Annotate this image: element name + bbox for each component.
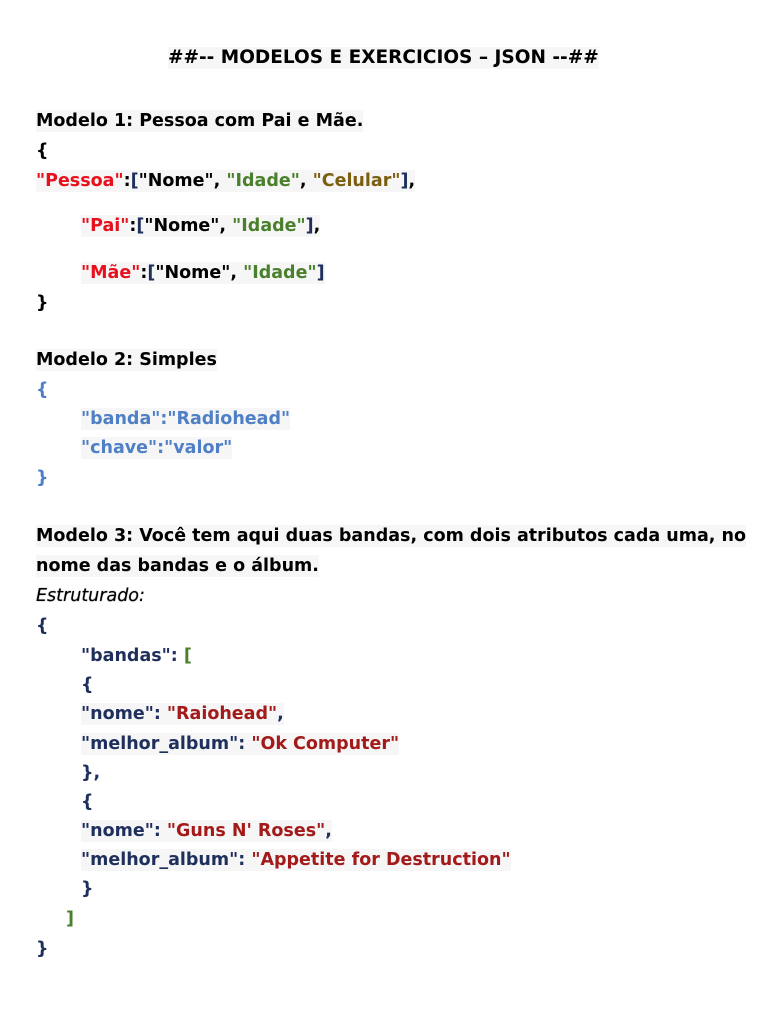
modelo3-heading-line2: nome das bandas e o álbum. bbox=[36, 556, 319, 576]
obj2-nome-comma: , bbox=[325, 821, 332, 841]
pai-value-idade: "Idade" bbox=[232, 216, 306, 236]
obj2-nome-key: "nome" bbox=[81, 821, 154, 841]
pessoa-comma: , bbox=[408, 171, 416, 191]
modelo3-close-brace: } bbox=[36, 939, 49, 959]
bandas-line bbox=[81, 645, 192, 667]
modelo3-open-brace: { bbox=[36, 616, 49, 636]
mae-lbracket: [ bbox=[147, 263, 156, 283]
pai-comma: , bbox=[313, 216, 321, 236]
modelo2-chave-line: "chave":"valor" bbox=[81, 438, 233, 458]
pessoa-sep2: , bbox=[299, 171, 313, 191]
obj1-nome-value: "Raiohead" bbox=[166, 704, 278, 724]
modelo1-mae-line bbox=[81, 262, 325, 284]
mae-value-nome: "Nome" bbox=[155, 263, 231, 283]
bandas-lbracket: [ bbox=[183, 646, 192, 666]
modelo1-open-brace: { bbox=[36, 141, 49, 161]
modelo1-close-brace: } bbox=[36, 293, 49, 313]
obj1-album-value: "Ok Computer" bbox=[251, 734, 400, 754]
obj2-album-colon: : bbox=[238, 850, 252, 870]
pai-lbracket: [ bbox=[136, 216, 145, 236]
obj1-nome-comma: , bbox=[277, 704, 284, 724]
obj1-album-key: "melhor_album" bbox=[81, 734, 239, 754]
obj1-album-colon: : bbox=[238, 734, 252, 754]
obj1-nome-colon: : bbox=[153, 704, 167, 724]
mae-value-idade: "Idade" bbox=[243, 263, 317, 283]
obj2-nome-line bbox=[81, 820, 332, 842]
mae-colon: : bbox=[140, 263, 148, 283]
pessoa-value-idade: "Idade" bbox=[226, 171, 300, 191]
modelo2-close-brace: } bbox=[36, 468, 49, 488]
page-title: ##-- MODELOS E EXERCICIOS – JSON --## bbox=[168, 47, 599, 68]
pai-key: "Pai" bbox=[81, 216, 130, 236]
obj1-nome-line bbox=[81, 703, 284, 725]
obj2-album-value: "Appetite for Destruction" bbox=[251, 850, 511, 870]
obj2-open-brace: { bbox=[81, 792, 94, 812]
pessoa-rbracket: ] bbox=[400, 171, 409, 191]
pessoa-sep1: , bbox=[213, 171, 227, 191]
modelo1-pessoa-line bbox=[36, 170, 415, 192]
modelo1-pai-line bbox=[81, 215, 320, 237]
obj1-nome-key: "nome" bbox=[81, 704, 154, 724]
modelo1-heading: Modelo 1: Pessoa com Pai e Mãe. bbox=[36, 111, 364, 131]
obj2-nome-value: "Guns N' Roses" bbox=[166, 821, 326, 841]
pai-rbracket: ] bbox=[305, 216, 314, 236]
modelo3-subtitle: Estruturado: bbox=[36, 586, 145, 606]
modelo2-heading: Modelo 2: Simples bbox=[36, 350, 217, 370]
mae-rbracket: ] bbox=[316, 263, 325, 283]
bandas-colon: : bbox=[170, 646, 184, 666]
pessoa-value-nome: "Nome" bbox=[138, 171, 214, 191]
obj1-close-brace: }, bbox=[81, 763, 101, 783]
pessoa-value-celular: "Celular" bbox=[312, 171, 401, 191]
mae-key: "Mãe" bbox=[81, 263, 141, 283]
obj1-album-line bbox=[81, 733, 399, 755]
pai-colon: : bbox=[129, 216, 137, 236]
pai-value-nome: "Nome" bbox=[144, 216, 220, 236]
obj2-album-line bbox=[81, 849, 511, 871]
bandas-key: "bandas" bbox=[81, 646, 171, 666]
obj2-close-brace: } bbox=[81, 879, 94, 899]
modelo2-open-brace: { bbox=[36, 380, 49, 400]
obj2-album-key: "melhor_album" bbox=[81, 850, 239, 870]
pessoa-colon: : bbox=[123, 171, 131, 191]
modelo2-banda-line: "banda":"Radiohead" bbox=[81, 409, 291, 429]
pai-sep1: , bbox=[219, 216, 233, 236]
pessoa-key: "Pessoa" bbox=[36, 171, 124, 191]
modelo3-heading-line1: Modelo 3: Você tem aqui duas bandas, com dois atributos cada uma, no bbox=[36, 526, 746, 546]
mae-sep1: , bbox=[230, 263, 244, 283]
pessoa-lbracket: [ bbox=[130, 171, 139, 191]
bandas-rbracket: ] bbox=[66, 909, 74, 929]
obj2-nome-colon: : bbox=[153, 821, 167, 841]
obj1-open-brace: { bbox=[81, 675, 94, 695]
